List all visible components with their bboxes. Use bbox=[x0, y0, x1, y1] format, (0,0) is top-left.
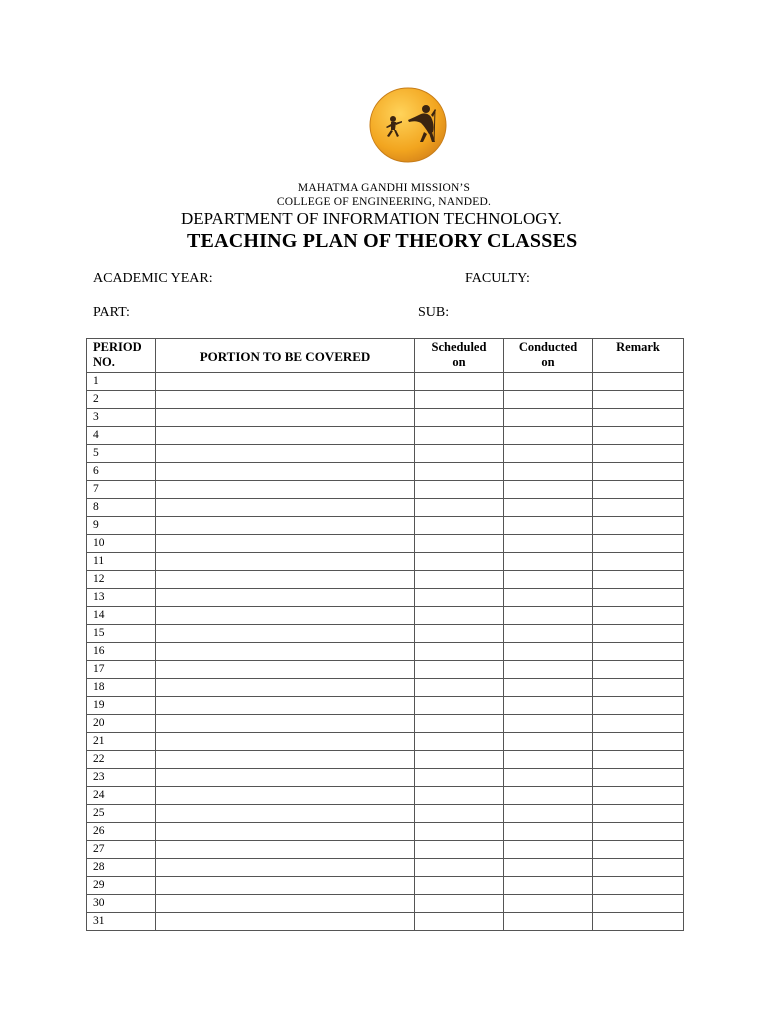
portion-cell[interactable] bbox=[156, 787, 415, 805]
scheduled-cell[interactable] bbox=[415, 643, 504, 661]
period-number: 4 bbox=[87, 427, 156, 445]
period-number: 29 bbox=[87, 877, 156, 895]
portion-cell[interactable] bbox=[156, 517, 415, 535]
scheduled-cell[interactable] bbox=[415, 553, 504, 571]
portion-cell[interactable] bbox=[156, 877, 415, 895]
period-number: 1 bbox=[87, 373, 156, 391]
portion-cell[interactable] bbox=[156, 589, 415, 607]
portion-cell[interactable] bbox=[156, 391, 415, 409]
conducted-cell[interactable] bbox=[504, 373, 593, 391]
conducted-cell[interactable] bbox=[504, 553, 593, 571]
period-number: 5 bbox=[87, 445, 156, 463]
table-row bbox=[87, 877, 684, 895]
table-row bbox=[87, 787, 684, 805]
remark-cell[interactable] bbox=[593, 751, 684, 769]
period-number: 22 bbox=[87, 751, 156, 769]
conducted-cell[interactable] bbox=[504, 823, 593, 841]
table-row bbox=[87, 661, 684, 679]
period-number: 24 bbox=[87, 787, 156, 805]
conducted-cell[interactable] bbox=[504, 391, 593, 409]
table-row bbox=[87, 733, 684, 751]
conducted-header-line2: on bbox=[541, 355, 555, 369]
period-number: 7 bbox=[87, 481, 156, 499]
portion-cell[interactable] bbox=[156, 553, 415, 571]
remark-cell[interactable] bbox=[593, 499, 684, 517]
remark-cell[interactable] bbox=[593, 481, 684, 499]
conducted-cell[interactable] bbox=[504, 715, 593, 733]
table-row bbox=[87, 571, 684, 589]
period-number: 12 bbox=[87, 571, 156, 589]
portion-cell[interactable] bbox=[156, 535, 415, 553]
scheduled-cell[interactable] bbox=[415, 679, 504, 697]
table-row bbox=[87, 445, 684, 463]
conducted-cell[interactable] bbox=[504, 481, 593, 499]
period-number: 28 bbox=[87, 859, 156, 877]
period-header-line1: PERIOD bbox=[93, 340, 142, 354]
table-row bbox=[87, 373, 684, 391]
scheduled-cell[interactable] bbox=[415, 751, 504, 769]
portion-cell[interactable] bbox=[156, 499, 415, 517]
remark-cell[interactable] bbox=[593, 517, 684, 535]
portion-cell[interactable] bbox=[156, 697, 415, 715]
scheduled-cell[interactable] bbox=[415, 769, 504, 787]
period-number: 27 bbox=[87, 841, 156, 859]
table-row bbox=[87, 499, 684, 517]
portion-cell[interactable] bbox=[156, 751, 415, 769]
remark-cell[interactable] bbox=[593, 877, 684, 895]
remark-cell[interactable] bbox=[593, 697, 684, 715]
portion-cell[interactable] bbox=[156, 661, 415, 679]
remark-cell[interactable] bbox=[593, 823, 684, 841]
conducted-cell[interactable] bbox=[504, 445, 593, 463]
period-number: 16 bbox=[87, 643, 156, 661]
conducted-cell[interactable] bbox=[504, 661, 593, 679]
portion-cell[interactable] bbox=[156, 427, 415, 445]
table-row bbox=[87, 841, 684, 859]
scheduled-cell[interactable] bbox=[415, 607, 504, 625]
scheduled-cell[interactable] bbox=[415, 913, 504, 931]
table-row bbox=[87, 895, 684, 913]
conducted-cell[interactable] bbox=[504, 607, 593, 625]
portion-header: PORTION TO BE COVERED bbox=[156, 339, 415, 373]
conducted-cell[interactable] bbox=[504, 805, 593, 823]
scheduled-cell[interactable] bbox=[415, 463, 504, 481]
scheduled-cell[interactable] bbox=[415, 499, 504, 517]
period-number: 2 bbox=[87, 391, 156, 409]
period-number: 20 bbox=[87, 715, 156, 733]
portion-cell[interactable] bbox=[156, 409, 415, 427]
table-row bbox=[87, 427, 684, 445]
scheduled-cell[interactable] bbox=[415, 409, 504, 427]
table-row bbox=[87, 391, 684, 409]
conducted-cell[interactable] bbox=[504, 409, 593, 427]
table-row bbox=[87, 535, 684, 553]
college-logo bbox=[369, 87, 447, 163]
table-row bbox=[87, 715, 684, 733]
period-number: 8 bbox=[87, 499, 156, 517]
period-number: 17 bbox=[87, 661, 156, 679]
period-number: 14 bbox=[87, 607, 156, 625]
remark-header: Remark bbox=[593, 339, 684, 373]
period-number: 18 bbox=[87, 679, 156, 697]
table-row bbox=[87, 805, 684, 823]
remark-cell[interactable] bbox=[593, 427, 684, 445]
college-name: COLLEGE OF ENGINEERING, NANDED. bbox=[276, 196, 492, 208]
portion-cell[interactable] bbox=[156, 823, 415, 841]
scheduled-cell[interactable] bbox=[415, 517, 504, 535]
remark-cell[interactable] bbox=[593, 625, 684, 643]
scheduled-cell[interactable] bbox=[415, 877, 504, 895]
conducted-header-line1: Conducted bbox=[518, 340, 578, 354]
portion-cell[interactable] bbox=[156, 625, 415, 643]
table-header-row bbox=[87, 339, 684, 373]
remark-cell[interactable] bbox=[593, 373, 684, 391]
document-title: TEACHING PLAN OF THEORY CLASSES bbox=[187, 230, 578, 252]
period-number: 15 bbox=[87, 625, 156, 643]
remark-cell[interactable] bbox=[593, 661, 684, 679]
remark-cell[interactable] bbox=[593, 859, 684, 877]
institution-name: MAHATMA GANDHI MISSION’S bbox=[297, 182, 471, 194]
remark-cell[interactable] bbox=[593, 715, 684, 733]
scheduled-cell[interactable] bbox=[415, 445, 504, 463]
table-row bbox=[87, 517, 684, 535]
conducted-cell[interactable] bbox=[504, 589, 593, 607]
scheduled-cell[interactable] bbox=[415, 841, 504, 859]
scheduled-cell[interactable] bbox=[415, 787, 504, 805]
remark-cell[interactable] bbox=[593, 643, 684, 661]
conducted-cell[interactable] bbox=[504, 535, 593, 553]
scheduled-cell[interactable] bbox=[415, 571, 504, 589]
scheduled-cell[interactable] bbox=[415, 823, 504, 841]
table-row bbox=[87, 643, 684, 661]
table-row bbox=[87, 823, 684, 841]
portion-cell[interactable] bbox=[156, 481, 415, 499]
remark-cell[interactable] bbox=[593, 733, 684, 751]
table-row bbox=[87, 751, 684, 769]
remark-cell[interactable] bbox=[593, 463, 684, 481]
period-number: 31 bbox=[87, 913, 156, 931]
scheduled-cell[interactable] bbox=[415, 535, 504, 553]
period-number: 30 bbox=[87, 895, 156, 913]
remark-cell[interactable] bbox=[593, 679, 684, 697]
portion-cell[interactable] bbox=[156, 841, 415, 859]
period-header-line2: NO. bbox=[93, 355, 115, 369]
conducted-cell[interactable] bbox=[504, 643, 593, 661]
table-row bbox=[87, 409, 684, 427]
portion-cell[interactable] bbox=[156, 769, 415, 787]
scheduled-cell[interactable] bbox=[415, 661, 504, 679]
conducted-cell[interactable] bbox=[504, 517, 593, 535]
remark-cell[interactable] bbox=[593, 571, 684, 589]
period-number: 3 bbox=[87, 409, 156, 427]
conducted-cell[interactable] bbox=[504, 841, 593, 859]
portion-cell[interactable] bbox=[156, 805, 415, 823]
academic-year-label: ACADEMIC YEAR: bbox=[93, 271, 213, 286]
scheduled-cell[interactable] bbox=[415, 697, 504, 715]
table-row bbox=[87, 697, 684, 715]
conducted-cell[interactable] bbox=[504, 463, 593, 481]
period-number: 21 bbox=[87, 733, 156, 751]
remark-cell[interactable] bbox=[593, 445, 684, 463]
table-row bbox=[87, 679, 684, 697]
table-row bbox=[87, 589, 684, 607]
period-number: 6 bbox=[87, 463, 156, 481]
portion-cell[interactable] bbox=[156, 571, 415, 589]
remark-cell[interactable] bbox=[593, 535, 684, 553]
portion-cell[interactable] bbox=[156, 895, 415, 913]
table-row bbox=[87, 553, 684, 571]
period-no-header bbox=[87, 339, 156, 373]
scheduled-header-line2: on bbox=[452, 355, 466, 369]
conducted-cell[interactable] bbox=[504, 625, 593, 643]
period-number: 23 bbox=[87, 769, 156, 787]
remark-cell[interactable] bbox=[593, 787, 684, 805]
table-row bbox=[87, 859, 684, 877]
period-number: 10 bbox=[87, 535, 156, 553]
scheduled-cell[interactable] bbox=[415, 859, 504, 877]
portion-cell[interactable] bbox=[156, 859, 415, 877]
conducted-cell[interactable] bbox=[504, 733, 593, 751]
table-body bbox=[87, 373, 684, 931]
scheduled-cell[interactable] bbox=[415, 733, 504, 751]
table-row bbox=[87, 913, 684, 931]
portion-cell[interactable] bbox=[156, 715, 415, 733]
scheduled-cell[interactable] bbox=[415, 481, 504, 499]
period-number: 11 bbox=[87, 553, 156, 571]
table-row bbox=[87, 607, 684, 625]
conducted-cell[interactable] bbox=[504, 787, 593, 805]
period-number: 9 bbox=[87, 517, 156, 535]
teaching-plan-table bbox=[86, 338, 684, 931]
period-number: 25 bbox=[87, 805, 156, 823]
conducted-cell[interactable] bbox=[504, 679, 593, 697]
conducted-cell[interactable] bbox=[504, 859, 593, 877]
portion-cell[interactable] bbox=[156, 643, 415, 661]
conducted-cell[interactable] bbox=[504, 895, 593, 913]
scheduled-cell[interactable] bbox=[415, 427, 504, 445]
subject-label: SUB: bbox=[418, 305, 450, 320]
portion-cell[interactable] bbox=[156, 463, 415, 481]
scheduled-cell[interactable] bbox=[415, 625, 504, 643]
portion-cell[interactable] bbox=[156, 445, 415, 463]
conducted-header bbox=[504, 339, 593, 373]
faculty-label: FACULTY: bbox=[465, 271, 530, 286]
conducted-cell[interactable] bbox=[504, 427, 593, 445]
scheduled-header-line1: Scheduled bbox=[431, 340, 487, 354]
portion-cell[interactable] bbox=[156, 607, 415, 625]
portion-cell[interactable] bbox=[156, 373, 415, 391]
conducted-cell[interactable] bbox=[504, 913, 593, 931]
remark-cell[interactable] bbox=[593, 895, 684, 913]
conducted-cell[interactable] bbox=[504, 877, 593, 895]
table-row bbox=[87, 463, 684, 481]
conducted-cell[interactable] bbox=[504, 571, 593, 589]
scheduled-cell[interactable] bbox=[415, 391, 504, 409]
department-name: DEPARTMENT OF INFORMATION TECHNOLOGY. bbox=[181, 209, 562, 228]
remark-cell[interactable] bbox=[593, 589, 684, 607]
scheduled-cell[interactable] bbox=[415, 589, 504, 607]
remark-cell[interactable] bbox=[593, 607, 684, 625]
remark-cell[interactable] bbox=[593, 391, 684, 409]
remark-cell[interactable] bbox=[593, 805, 684, 823]
portion-cell[interactable] bbox=[156, 679, 415, 697]
portion-cell[interactable] bbox=[156, 913, 415, 931]
scheduled-cell[interactable] bbox=[415, 805, 504, 823]
remark-cell[interactable] bbox=[593, 913, 684, 931]
remark-cell[interactable] bbox=[593, 769, 684, 787]
conducted-cell[interactable] bbox=[504, 697, 593, 715]
part-label: PART: bbox=[93, 305, 130, 320]
period-number: 19 bbox=[87, 697, 156, 715]
scheduled-cell[interactable] bbox=[415, 373, 504, 391]
conducted-cell[interactable] bbox=[504, 751, 593, 769]
table-row bbox=[87, 481, 684, 499]
remark-cell[interactable] bbox=[593, 841, 684, 859]
table-row bbox=[87, 625, 684, 643]
period-number: 13 bbox=[87, 589, 156, 607]
remark-cell[interactable] bbox=[593, 553, 684, 571]
scheduled-header bbox=[415, 339, 504, 373]
period-number: 26 bbox=[87, 823, 156, 841]
scheduled-cell[interactable] bbox=[415, 715, 504, 733]
conducted-cell[interactable] bbox=[504, 499, 593, 517]
conducted-cell[interactable] bbox=[504, 769, 593, 787]
portion-cell[interactable] bbox=[156, 733, 415, 751]
remark-cell[interactable] bbox=[593, 409, 684, 427]
table-row bbox=[87, 769, 684, 787]
scheduled-cell[interactable] bbox=[415, 895, 504, 913]
